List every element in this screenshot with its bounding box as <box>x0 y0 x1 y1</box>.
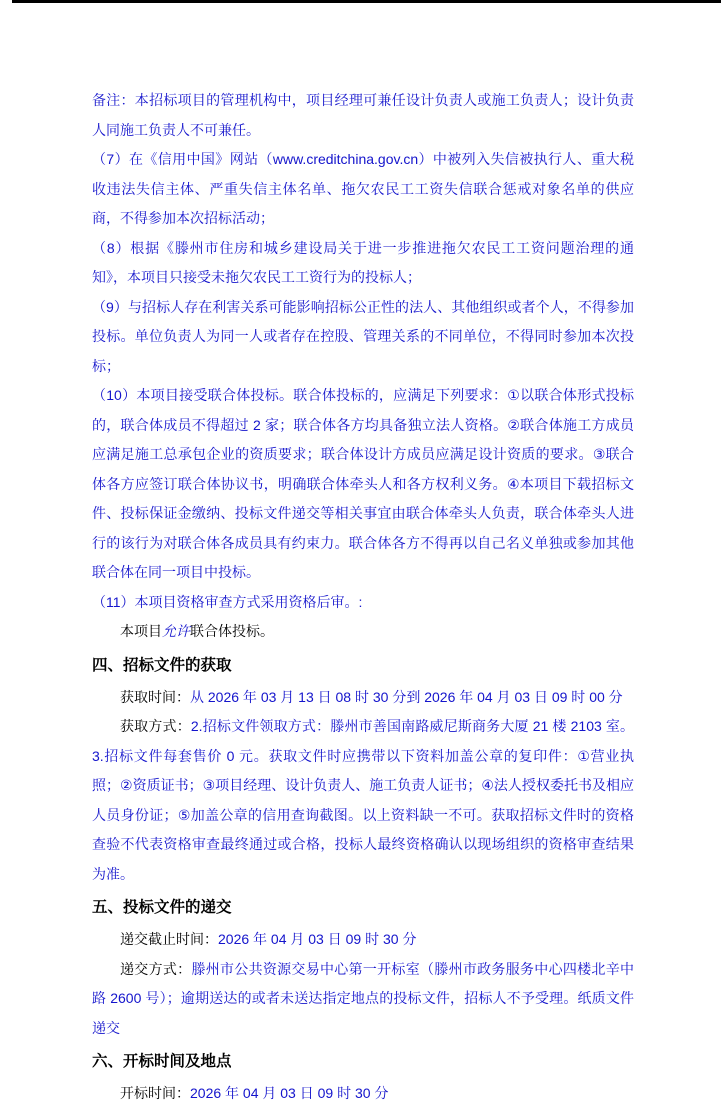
obtain-method-value: 2.招标文件领取方式：滕州市善国南路威尼斯商务大厦 21 楼 2103 室。3.招标文件每套售价 0 元。获取文件时应携带以下资料加盖公章的复印件：①营业执照；②资质证书；③项目经理、设计负责人、施工负责人证书；④法人授权委托书及相应人员身份证；⑤加盖公章的信用查询截图。以上资料缺一不可。获取招标文件时的资格查验不代表资格审查最终通过或合格，投标人最终资格确认以现场组织的资格审查结果为准。 <box>92 718 635 882</box>
paragraph <box>92 588 634 618</box>
paragraph <box>92 145 634 234</box>
bid-opening-time-value: 2026 年 04 月 03 日 09 时 30 分 <box>190 1085 389 1101</box>
bid-opening-time-label: 开标时间： <box>120 1085 190 1101</box>
text-run: （10）本项目接受联合体投标。联合体投标的，应满足下列要求：①以联合体形式投标的，联合体成员不得超过 2 家；联合体各方均具备独立法人资格。②联合体施工方成员应满足施工总承包企业的资质要求；联合体设计方成员应满足设计资质的要求。③联合体各方应签订联合体协议书，明确联合体牵头人和各方权利义务。④本项目下载招标文件、投标保证金缴纳、投标文件递交等相关事宜由联合体牵头人负责，联合体牵头人进行的该行为对联合体各成员具有约束力。联合体各方不得再以自己名义单独或参加其他联合体在同一项目中投标。 <box>92 387 634 580</box>
text-run: （7）在《信用中国》网站（www.creditchina.gov.cn）中被列入失信被执行人、重大税收违法失信主体、严重失信主体名单、拖欠农民工工资失信联合惩戒对象名单的供应商，不得参加本次招标活动； <box>92 151 634 226</box>
paragraph <box>92 617 634 647</box>
submit-method-label: 递交方式： <box>120 960 192 977</box>
obtain-time-label: 获取时间： <box>120 688 190 705</box>
paragraph <box>92 955 634 1044</box>
section-heading <box>92 1047 634 1077</box>
document-body <box>92 86 634 1109</box>
section-5-title: 五、投标文件的递交 <box>92 899 232 916</box>
paragraph <box>92 86 634 145</box>
paragraph <box>92 234 634 293</box>
scan-artifact-top-line <box>12 0 721 3</box>
text-run: （11）本项目资格审查方式采用资格后审。: <box>92 593 363 610</box>
emphasis-allow-joint-bid: 允许 <box>162 623 190 639</box>
obtain-time-value: 从 2026 年 03 月 13 日 08 时 30 分到 2026 年 04 月 03 日 09 时 00 分 <box>190 688 623 705</box>
paragraph <box>92 381 634 588</box>
section-heading <box>92 893 634 923</box>
submit-deadline-label: 递交截止时间： <box>120 931 218 947</box>
text-run: 本项目 <box>120 623 162 639</box>
text-run: （9）与招标人存在利害关系可能影响招标公正性的法人、其他组织或者个人，不得参加投标。单位负责人为同一人或者存在控股、管理关系的不同单位，不得同时参加本次投标； <box>92 298 634 374</box>
text-run: （8）根据《滕州市住房和城乡建设局关于进一步推进拖欠农民工工资问题治理的通知》，本项目只接受未拖欠农民工工资行为的投标人； <box>92 239 634 285</box>
paragraph <box>92 1079 634 1109</box>
submit-method-value: 滕州市公共资源交易中心第一开标室（滕州市政务服务中心四楼北辛中路 2600 号）；逾期送达的或者未送达指定地点的投标文件，招标人不予受理。纸质文件递交 <box>92 960 635 1036</box>
paragraph <box>92 712 634 889</box>
paragraph <box>92 683 634 713</box>
text-run: 联合体投标。 <box>190 623 274 639</box>
section-6-title: 六、开标时间及地点 <box>92 1053 232 1070</box>
submit-deadline-value: 2026 年 04 月 03 日 09 时 30 分 <box>218 931 417 947</box>
section-4-title: 四、招标文件的获取 <box>92 656 232 674</box>
section-heading <box>92 651 634 681</box>
obtain-method-label: 获取方式： <box>120 718 191 734</box>
paragraph <box>92 925 634 955</box>
text-run: 备注：本招标项目的管理机构中，项目经理可兼任设计负责人或施工负责人；设计负责人同施工负责人不可兼任。 <box>92 92 634 138</box>
paragraph <box>92 293 634 382</box>
